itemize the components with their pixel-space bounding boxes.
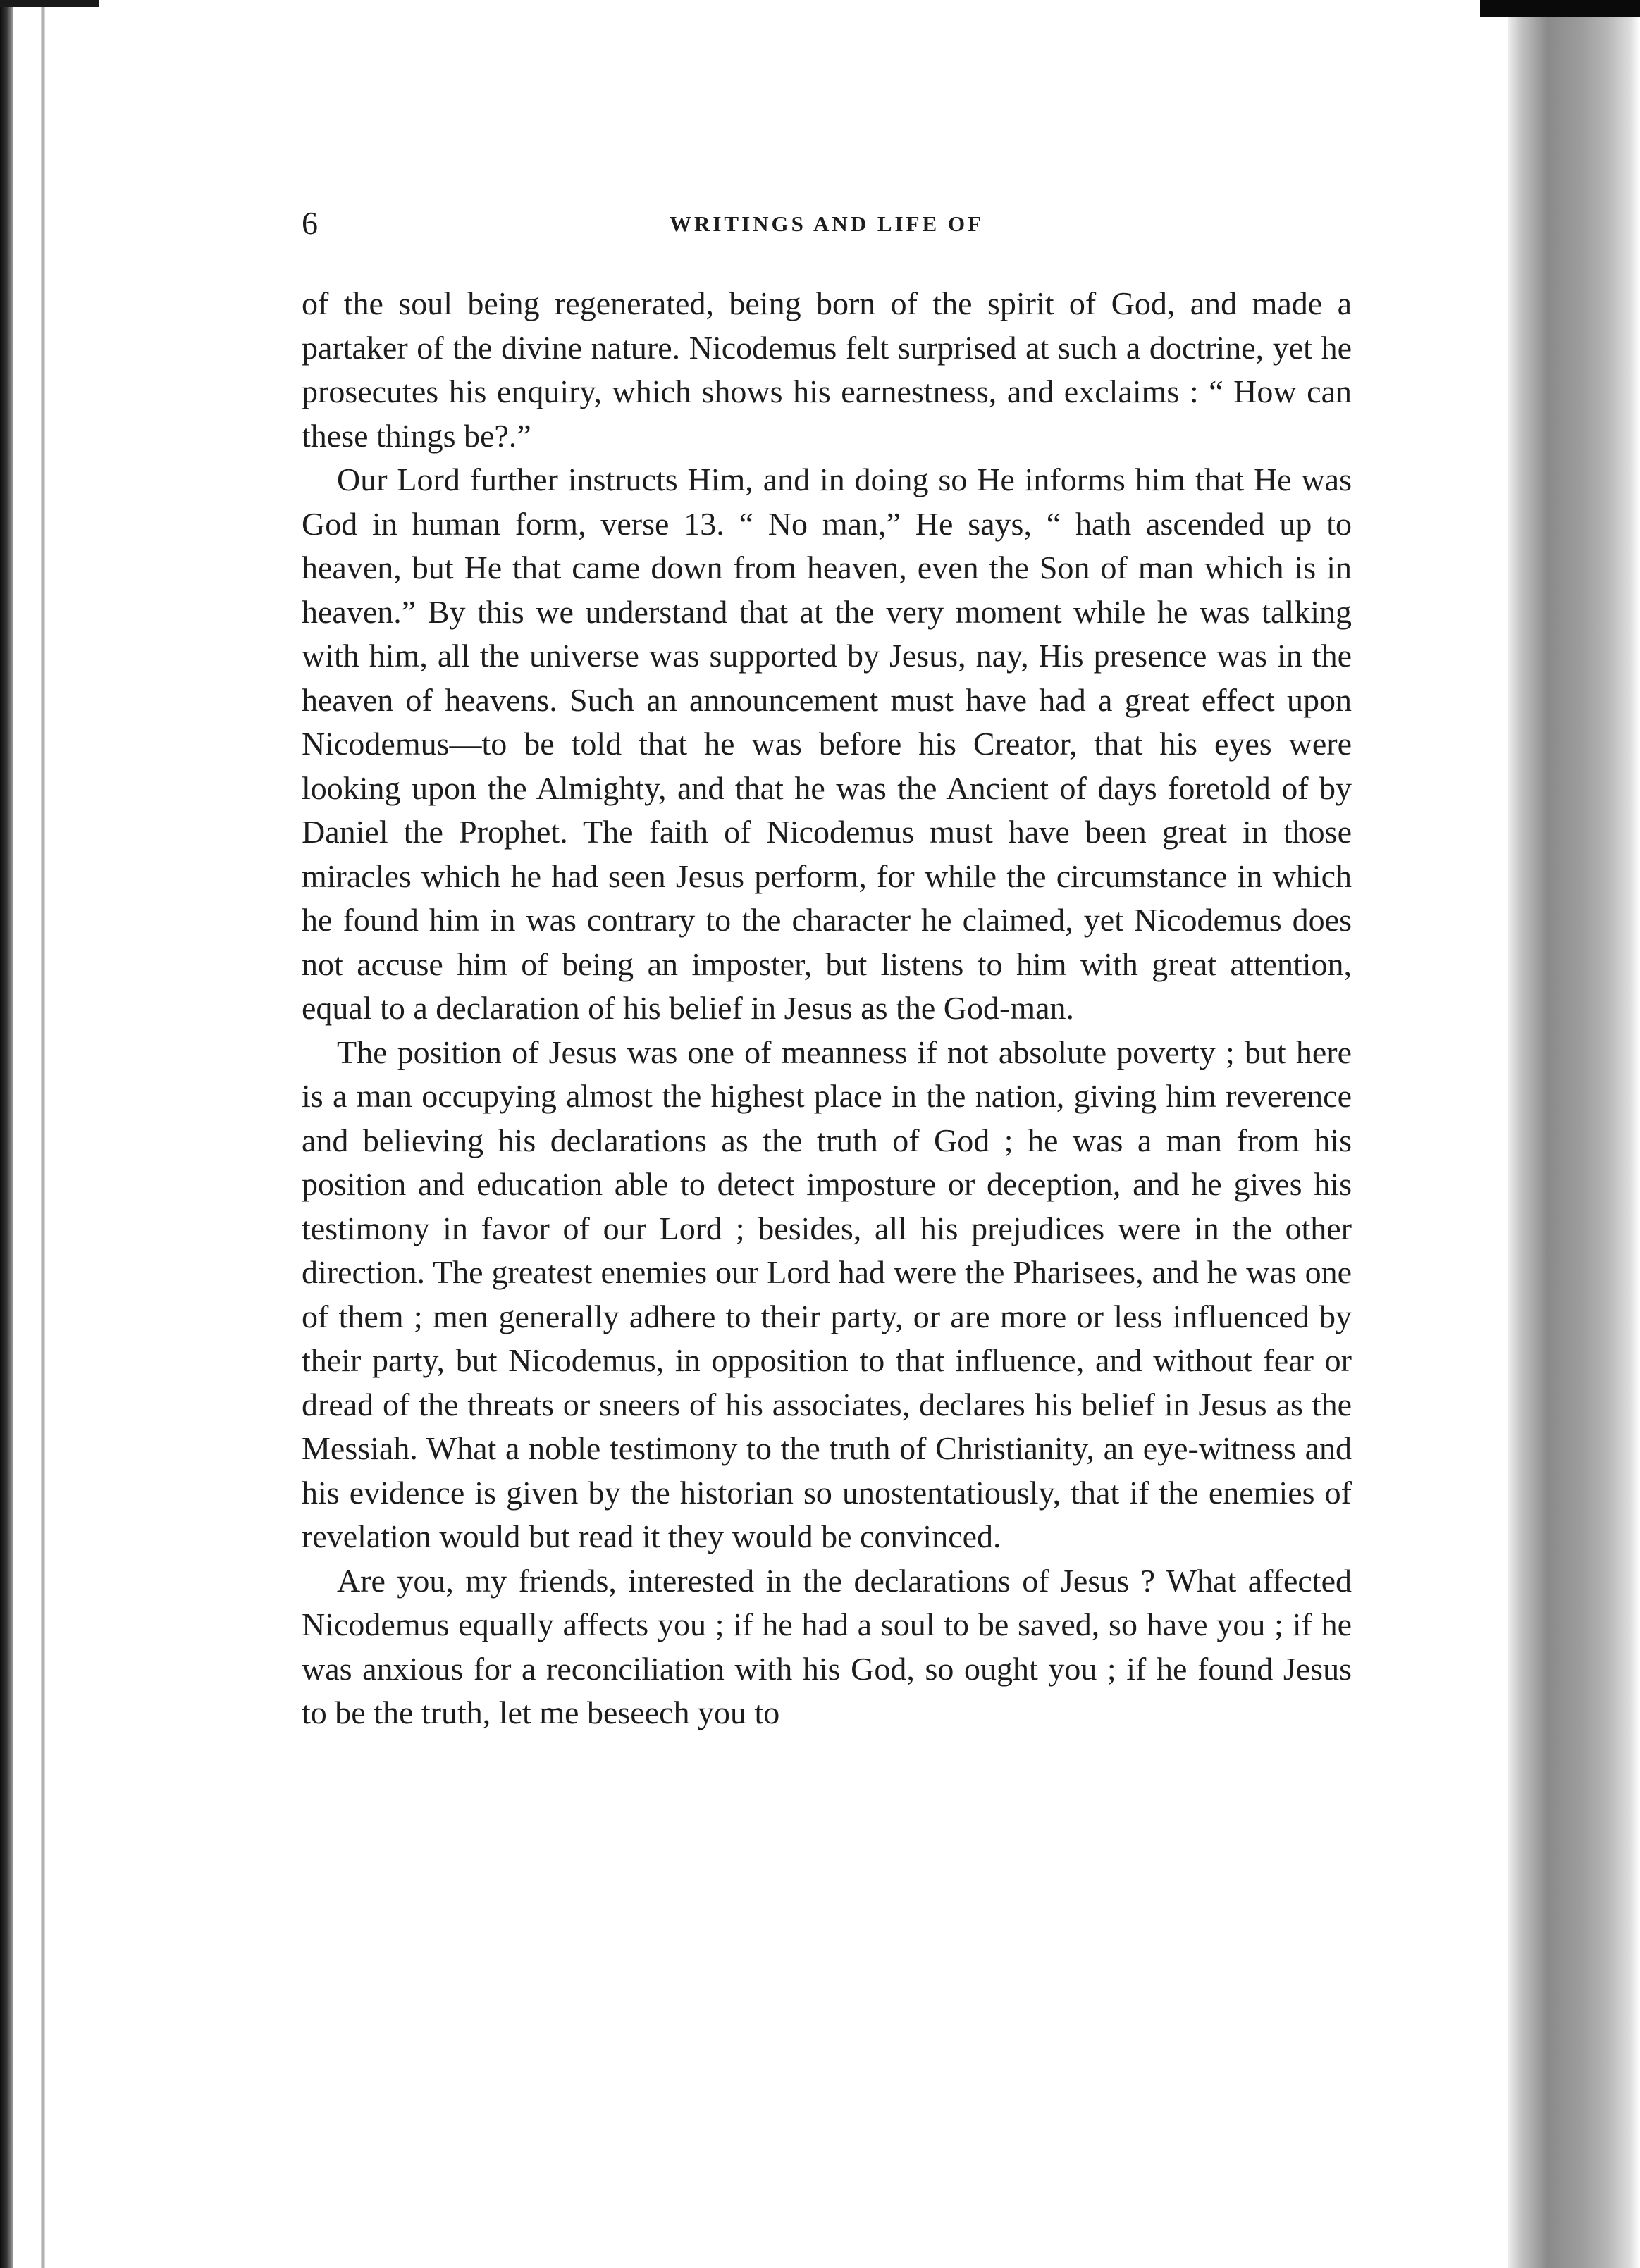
paragraph: of the soul being regenerated, being born of the spirit of God, and made a partaker of the divine nature. Nicodemus felt surprised at such a doctrine, yet he prosecutes his enquiry, which shows his earnestness, and exclaims : “ How can these things be?.” [302,285,1352,454]
paragraph: Our Lord further instructs Him, and in doing so He informs him that He was God in human form, verse 13. “ No man,” He says, “ hath ascended up to heaven, but He that came down from heaven, even the Son of man which is in heaven.” By this we understand that at the very moment while he was talking with him, all the universe was supported by Jesus, nay, His presence was in the heaven of heavens. Such an announcement must have had a great effect upon Nicodemus—to be told that he was before his Creator, that his eyes were looking upon the Almighty, and that he was the Ancient of days foretold of by Daniel the Prophet. The faith of Nicodemus must have been great in those miracles which he had seen Jesus perform, for while the circumstance in which he found him in was contrary to the character he claimed, yet Nicodemus does not accuse him of being an imposter, but listens to him with great attention, equal to a declaration of his belief in Jesus as the God-man. [302,461,1352,1026]
page-fore-edge [1508,0,1640,2268]
book-page [302,204,1352,1735]
running-title: WRITINGS AND LIFE OF [669,211,985,236]
scan-corner-shadow [1480,0,1640,17]
binding-shadow [0,0,13,2268]
page-edge-line [41,0,45,2268]
scan-top-shadow [0,0,99,7]
paragraph: Are you, my friends, interested in the declarations of Jesus ? What affected Nicodemus equally affects you ; if he had a soul to be saved, so have you ; if he was anxious for a reconciliation with his God, so ought you ; if he found Jesus to be the truth, let me beseech you to [302,1562,1352,1730]
running-head [302,204,1352,254]
body-text [302,282,1352,1735]
paragraph: The position of Jesus was one of meanness if not absolute poverty ; but here is a man occupying almost the highest place in the nation, giving him reverence and believing his declarations as the truth of God ; he was a man from his position and education able to detect imposture or deception, and he gives his testimony in favor of our Lord ; besides, all his prejudices were in the other direction. The greatest enemies our Lord had were the Pharisees, and he was one of them ; men generally adhere to their party, or are more or less influenced by their party, but Nicodemus, in opposition to that influence, and without fear or dread of the threats or sneers of his associates, declares his belief in Jesus as the Messiah. What a noble testimony to the truth of Christianity, an eye-witness and his evidence is given by the historian so unostentatiously, that if the enemies of revelation would but read it they would be convinced. [302,1034,1352,1554]
page-number: 6 [302,205,318,241]
